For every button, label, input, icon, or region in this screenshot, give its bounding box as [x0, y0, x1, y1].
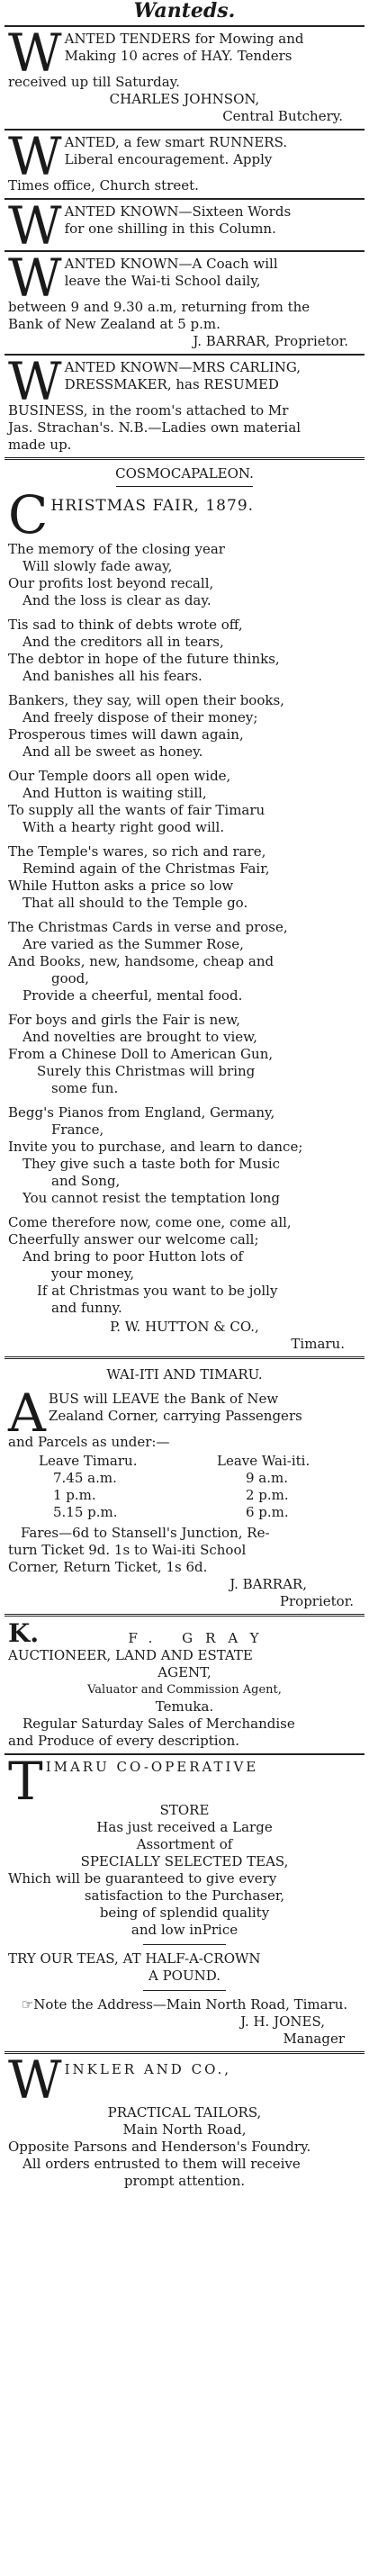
poem-line: good,: [51, 970, 90, 986]
ad-signature-role: Manager: [283, 2031, 345, 2047]
ad-line: ANTED, a few smart RUNNERS.: [64, 134, 288, 150]
section-header: [6, 0, 363, 25]
ad-line: Liberal encouragement. Apply: [64, 151, 273, 167]
ad-line: being of splendid quality: [99, 1905, 270, 1921]
newspaper-column: [6, 0, 363, 2193]
poem-stanza: [8, 541, 361, 609]
ad-line: BUSINESS, in the room's attached to Mr: [8, 402, 289, 419]
ad-line: Making 10 acres of HAY. Tenders: [64, 48, 292, 64]
ad-line: Has just received a Large: [96, 1819, 273, 1835]
ad-line: made up.: [8, 437, 72, 453]
section-title: Wanteds.: [133, 0, 236, 23]
ad-title: HRISTMAS FAIR, 1879.: [50, 497, 255, 515]
drop-cap: T: [8, 1751, 43, 1812]
poem: [8, 541, 361, 1317]
ad-line: Temuka.: [155, 1698, 214, 1715]
ad-line: and Produce of every description.: [8, 1733, 239, 1749]
ad-line: received up till Saturday.: [8, 74, 180, 90]
ad-line: INKLER AND CO.,: [64, 2061, 232, 2077]
big-initial: K.: [8, 1618, 40, 1648]
poem-line: your money,: [51, 1265, 135, 1282]
poem-line: They give such a taste both for Music: [22, 1156, 281, 1172]
fares-line: Corner, Return Ticket, 1s 6d.: [8, 1559, 208, 1575]
ad-line: Main North Road,: [122, 2121, 247, 2138]
poem-line: The Christmas Cards in verse and prose,: [8, 919, 288, 935]
ad-gray: [6, 1617, 363, 1753]
poem-line: With a hearty right good will.: [22, 819, 225, 835]
ad-line: Assortment of: [136, 1836, 233, 1852]
ad-line: Times office, Church street.: [8, 177, 199, 194]
ad-signature: J. BARRAR, Proprietor.: [193, 333, 348, 349]
ad-signature-address: Timaru.: [291, 1336, 345, 1352]
drop-cap: W: [8, 23, 62, 84]
ad-line: Valuator and Commission Agent,: [87, 1683, 282, 1697]
ad-line: Opposite Parsons and Henderson's Foundry.: [8, 2139, 311, 2155]
poem-stanza: [8, 1214, 361, 1317]
ad-line: BUS will LEAVE the Bank of New: [48, 1391, 279, 1407]
ad-signature: J. BARRAR,: [230, 1576, 307, 1592]
ad-line: prompt attention.: [123, 2173, 246, 2189]
poem-line: Tis sad to think of debts wrote off,: [8, 617, 243, 633]
ad-coach: [6, 248, 363, 354]
poem-line: The memory of the closing year: [8, 541, 225, 557]
timetable: [8, 1453, 361, 1521]
time-cell: 7.45 a.m.: [53, 1470, 117, 1486]
divider: [143, 1944, 226, 1945]
ad-runners: [6, 126, 363, 198]
poem-line: The debtor in hope of the future thinks,: [8, 651, 280, 667]
ad-line: ANTED KNOWN—Sixteen Words: [64, 203, 292, 220]
time-cell: 5.15 p.m.: [53, 1504, 118, 1520]
ad-line: between 9 and 9.30 a.m, returning from the: [8, 299, 310, 315]
ad-name: F. GRAY: [128, 1630, 272, 1646]
drop-cap: W: [8, 248, 62, 309]
poem-stanza: [8, 1104, 361, 1207]
divider: [116, 486, 253, 487]
ad-winkler: [6, 2049, 363, 2193]
ad-line: DRESSMAKER, has RESUMED: [64, 376, 279, 392]
drop-cap: W: [8, 2049, 62, 2111]
ad-signature: CHARLES JOHNSON,: [109, 91, 260, 107]
ad-line: ANTED KNOWN—MRS CARLING,: [64, 359, 302, 375]
divider: [143, 1990, 226, 1991]
poem-line: The Temple's wares, so rich and rare,: [8, 843, 266, 860]
drop-cap: W: [8, 195, 62, 257]
fares-line: Fares—6d to Stansell's Junction, Re-: [21, 1525, 270, 1541]
ad-signature-address: Central Butchery.: [222, 108, 343, 124]
poem-line: Come therefore now, come one, come all,: [8, 1214, 292, 1230]
poem-line: And banishes all his fears.: [22, 668, 202, 684]
ad-line: ANTED TENDERS for Mowing and: [64, 31, 304, 47]
ad-line: Bank of New Zealand at 5 p.m.: [8, 316, 220, 332]
poem-line: And the loss is clear as day.: [22, 592, 212, 608]
ad-line: PRACTICAL TAILORS,: [107, 2104, 262, 2121]
ad-line: Which will be guaranteed to give every: [8, 1870, 277, 1887]
ad-line: Jas. Strachan's. N.B.—Ladies own material: [8, 419, 302, 436]
poem-line: Begg's Pianos from England, Germany,: [8, 1104, 275, 1121]
ad-line: AUCTIONEER, LAND AND ESTATE: [8, 1647, 253, 1663]
time-cell: 9 a.m.: [246, 1470, 289, 1486]
poem-line: And Books, new, handsome, cheap and: [8, 953, 274, 969]
poem-line: And all be sweet as honey.: [22, 743, 203, 760]
ad-line: leave the Wai-ti School daily,: [64, 273, 261, 289]
poem-line: Are varied as the Summer Rose,: [22, 936, 244, 952]
poem-line: Provide a cheerful, mental food.: [22, 987, 243, 1004]
poem-line: Bankers, they say, will open their books,: [8, 692, 284, 708]
time-cell: 1 p.m.: [53, 1487, 96, 1503]
ad-signature-role: Proprietor.: [279, 1593, 354, 1609]
ad-line: All orders entrusted to them will receive: [22, 2156, 301, 2172]
poem-line: From a Chinese Doll to American Gun,: [8, 1046, 274, 1062]
poem-stanza: [8, 843, 361, 912]
drop-cap: A: [8, 1383, 46, 1444]
ad-line: and Parcels as under:—: [8, 1434, 170, 1450]
ad-line: Regular Saturday Sales of Merchandise: [22, 1716, 295, 1732]
poem-line: And novelties are brought to view,: [22, 1029, 257, 1045]
poem-line: some fun.: [51, 1080, 119, 1096]
poem-line: Will slowly fade away,: [22, 558, 173, 574]
poem-line: Invite you to purchase, and learn to dance;: [8, 1139, 303, 1155]
timetable-head: Leave Timaru.: [39, 1453, 138, 1469]
ad-line: IMARU CO-OPERATIVE: [45, 1759, 259, 1775]
poem-line: And bring to poor Hutton lots of: [22, 1248, 244, 1265]
ad-line: STORE: [159, 1802, 210, 1818]
poem-line: While Hutton asks a price so low: [8, 878, 234, 894]
fares-line: turn Ticket 9d. 1s to Wai-iti School: [8, 1542, 247, 1558]
time-cell: 2 p.m.: [246, 1487, 289, 1503]
poem-line: and funny.: [51, 1300, 122, 1316]
ad-line: ☞Note the Address—Main North Road, Timaru.: [21, 1996, 348, 2013]
ad-heading: COSMOCAPALEON.: [115, 465, 254, 482]
ad-line: satisfaction to the Purchaser,: [84, 1887, 285, 1904]
poem-line: And the creditors all in tears,: [22, 634, 224, 650]
poem-stanza: [8, 1012, 361, 1097]
poem-line: Cheerfully answer our welcome call;: [8, 1231, 259, 1247]
poem-stanza: [8, 617, 361, 685]
poem-line: That all should to the Temple go.: [22, 895, 248, 911]
poem-stanza: [8, 692, 361, 761]
ad-cooperative-store: [6, 1751, 363, 2051]
ad-line: for one shilling in this Column.: [64, 221, 276, 237]
ad-line: and low inPrice: [130, 1922, 238, 1938]
ad-wai-iti-bus: [6, 1359, 363, 1614]
ad-signature: J. H. JONES,: [240, 2013, 325, 2030]
drop-cap: W: [8, 351, 62, 412]
poem-line: and Song,: [51, 1173, 121, 1189]
ad-line: ANTED KNOWN—A Coach will: [64, 256, 278, 272]
poem-line: Remind again of the Christmas Fair,: [22, 860, 270, 877]
drop-cap: W: [8, 126, 62, 187]
poem-line: If at Christmas you want to be jolly: [37, 1283, 278, 1299]
ad-heading: WAI-ITI AND TIMARU.: [106, 1366, 263, 1383]
poem-line: And Hutton is waiting still,: [22, 785, 207, 801]
time-cell: 6 p.m.: [246, 1504, 289, 1520]
ad-wanted-known-sixteen: [6, 195, 363, 257]
poem-stanza: [8, 768, 361, 836]
poem-line: Our profits lost beyond recall,: [8, 575, 214, 591]
ad-line: TRY OUR TEAS, AT HALF-A-CROWN: [8, 1950, 261, 1967]
poem-line: To supply all the wants of fair Timaru: [8, 802, 266, 818]
poem-line: You cannot resist the temptation long: [22, 1190, 280, 1206]
ad-signature: P. W. HUTTON & CO.,: [110, 1319, 259, 1335]
ad-line: A POUND.: [148, 1968, 221, 1984]
ad-line: Zealand Corner, carrying Passengers: [48, 1408, 302, 1424]
drop-cap: C: [8, 492, 49, 536]
poem-line: Prosperous times will dawn again,: [8, 726, 244, 743]
poem-line: Surely this Christmas will bring: [37, 1063, 256, 1079]
ad-line: AGENT,: [158, 1664, 212, 1680]
ad-line: SPECIALLY SELECTED TEAS,: [80, 1853, 289, 1869]
poem-stanza: [8, 919, 361, 1004]
poem-line: France,: [51, 1121, 104, 1138]
poem-line: Our Temple doors all open wide,: [8, 768, 231, 784]
poem-line: And freely dispose of their money;: [22, 709, 258, 725]
ad-tenders: [6, 23, 363, 129]
poem-line: For boys and girls the Fair is new,: [8, 1012, 240, 1028]
ad-carling: [6, 351, 363, 457]
timetable-head: Leave Wai-iti.: [217, 1453, 310, 1469]
ad-cosmocapaleon: [6, 460, 363, 1356]
